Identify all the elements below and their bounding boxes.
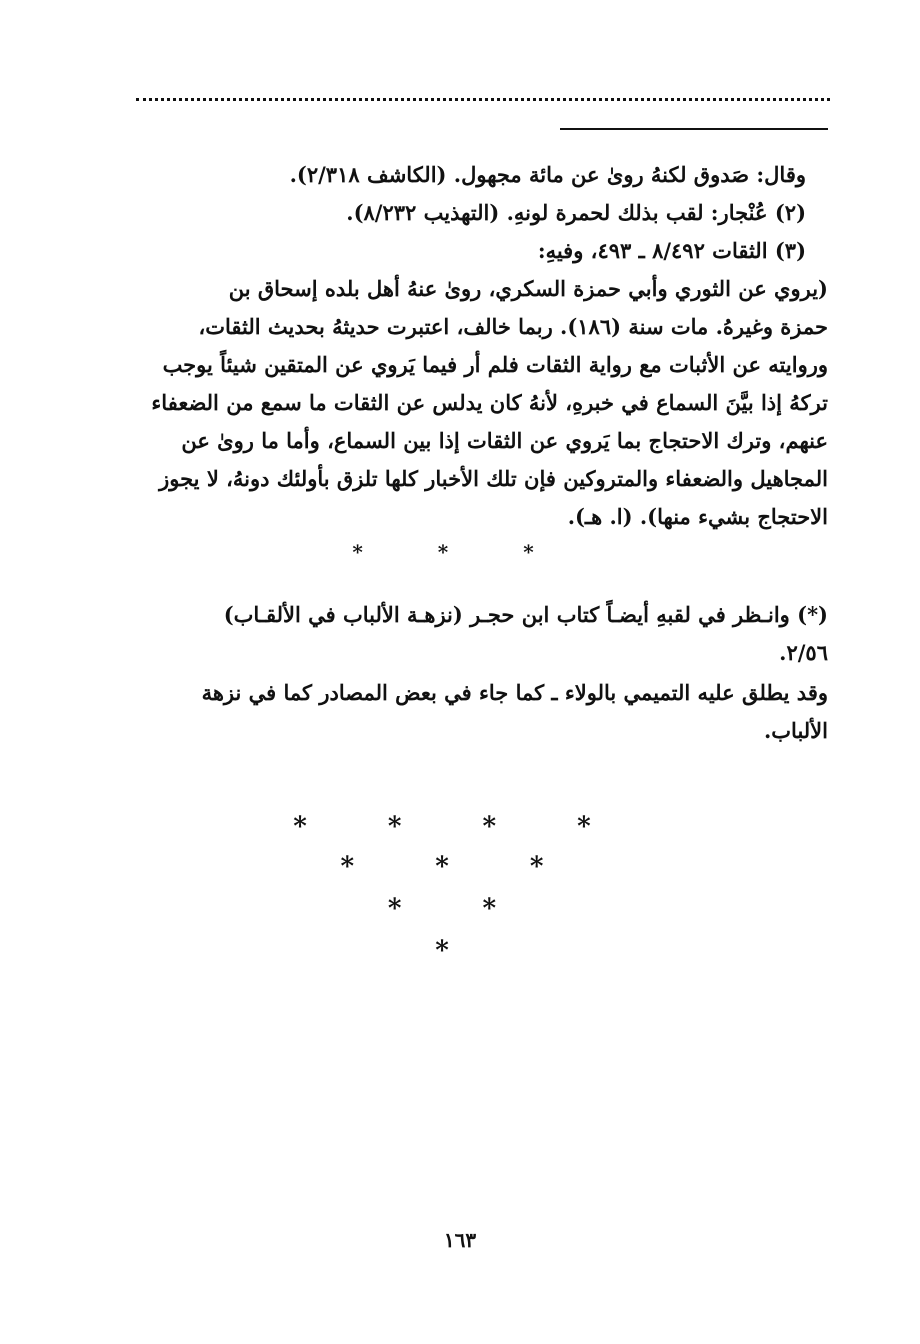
note-line-3: وقد يطلق عليه التميمي بالولاء ـ كما جاء في بعض المصادر كما في نزهة <box>201 680 828 705</box>
quote-line-6: المجاهيل والضعفاء والمتروكين فإن تلك الأخبار كلها تلزق بأولئك دونهُ، لا يجوز <box>159 466 828 491</box>
quote-line-7: الاحتجاج بشيء منها). (ا. هـ). <box>567 504 828 529</box>
ornament-row-2: * * * <box>340 852 580 882</box>
quote-line-5: عنهم، وترك الاحتجاج بما يَروي عن الثقات إذا بين السماع، وأما ما روىٰ عن <box>181 428 828 453</box>
ornament-row-1: * * * * <box>293 812 627 842</box>
page-number: ١٦٣ <box>443 1228 477 1252</box>
footnotes-block <box>128 156 828 536</box>
note-continuation <box>128 674 828 750</box>
note-line-4: الألباب. <box>763 718 828 743</box>
footnote-rule <box>560 128 828 130</box>
footnote-line-1: وقال: صَدوق لكنهُ روىٰ عن مائة مجهول. (الكاشف ٢/٣١٨). <box>289 162 806 187</box>
note-block <box>128 596 828 672</box>
quote-line-4: تركهُ إذا بيَّنَ السماع في خبرهِ، لأنهُ كان يدلس عن الثقات ما سمع من الضعفاء <box>151 390 828 415</box>
separator-stars: * * * <box>352 540 568 564</box>
quote-line-1: (يروي عن الثوري وأبي حمزة السكري، روىٰ عنهُ أهل بلده إسحاق بن <box>228 276 828 301</box>
ornament-row-3: * * <box>387 894 533 924</box>
footnote-line-3: (٣) الثقات ٨/٤٩٢ ـ ٤٩٣، وفيهِ: <box>537 238 806 263</box>
quote-line-3: وروايته عن الأثبات مع رواية الثقات فلم أر فيما يَروي عن المتقين شيئاً يوجب <box>162 352 828 377</box>
dotted-separator <box>136 98 830 101</box>
note-line-1: (*) وانـظر في لقبهِ أيضـاً كتاب ابن حجـر (نزهـة الألباب في الألقـاب) <box>223 602 828 627</box>
ornament-row-4: * <box>435 936 485 966</box>
footnote-line-2: (٢) عُنْجار: لقب بذلك لحمرة لونهِ. (التهذيب ٨/٢٣٢). <box>346 200 806 225</box>
note-line-2: ٢/٥٦. <box>779 640 828 665</box>
quote-line-2: حمزة وغيرهُ. مات سنة (١٨٦). ربما خالف، اعتبرت حديثهُ بحديث الثقات، <box>198 314 828 339</box>
